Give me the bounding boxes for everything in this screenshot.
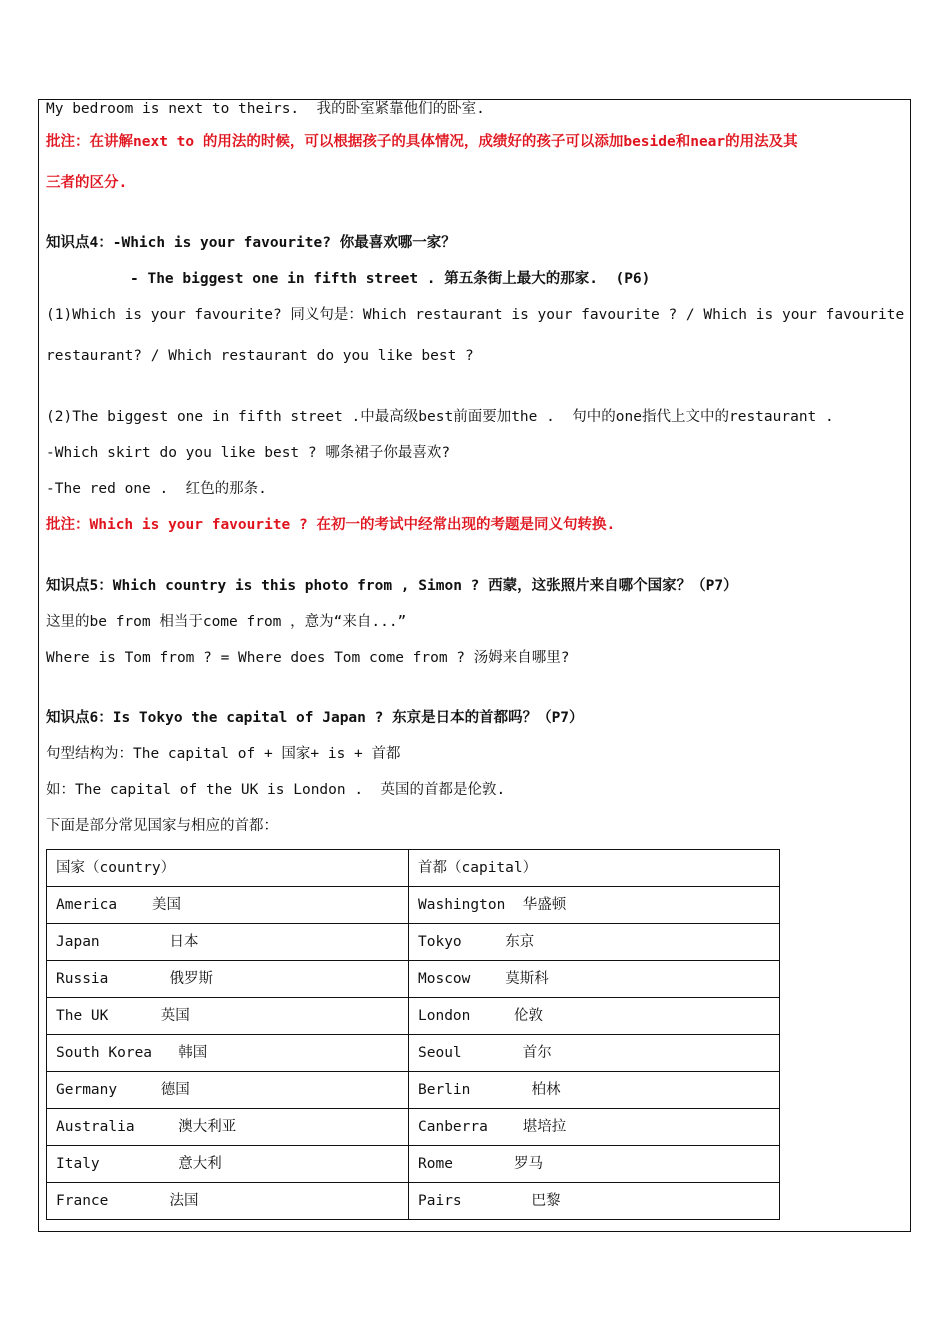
table-header-row	[47, 850, 780, 887]
table-row	[47, 924, 780, 961]
capital-cell: Moscow 莫斯科	[409, 961, 780, 998]
kp4-note-2: (2)The biggest one in fifth street .中最高级best前面要加the . 句中的one指代上文中的restaurant .	[46, 409, 834, 425]
capital-cell: Pairs 巴黎	[409, 1183, 780, 1220]
capital-cell: Washington 华盛顿	[409, 887, 780, 924]
capital-cell: Rome 罗马	[409, 1146, 780, 1183]
country-cell: Germany 德国	[47, 1072, 409, 1109]
table-row	[47, 1072, 780, 1109]
table-row	[47, 1109, 780, 1146]
kp4-example-answer: -The red one . 红色的那条.	[46, 481, 267, 497]
country-cell: Japan 日本	[47, 924, 409, 961]
example-sentence-bedroom: My bedroom is next to theirs. 我的卧室紧靠他们的卧室.	[46, 101, 485, 117]
kp4-note-1-cont: restaurant? / Which restaurant do you like best ?	[46, 348, 474, 364]
country-cell: Italy 意大利	[47, 1146, 409, 1183]
knowledge-point-5-title: 知识点5：Which country is this photo from , Simon ? 西蒙，这张照片来自哪个国家？（P7）	[46, 578, 738, 594]
capital-cell: London 伦敦	[409, 998, 780, 1035]
kp4-example-question: -Which skirt do you like best ? 哪条裙子你最喜欢?	[46, 445, 451, 461]
kp6-structure: 句型结构为：The capital of + 国家+ is + 首都	[46, 746, 401, 762]
annotation-next-to-cont: 三者的区分.	[46, 175, 128, 191]
table-row	[47, 998, 780, 1035]
capital-cell: Berlin 柏林	[409, 1072, 780, 1109]
knowledge-point-6-title: 知识点6：Is Tokyo the capital of Japan ? 东京是日本的首都吗？（P7）	[46, 710, 584, 726]
country-cell: The UK 英国	[47, 998, 409, 1035]
country-cell: America 美国	[47, 887, 409, 924]
country-capital-table	[46, 849, 780, 1220]
table-row	[47, 1146, 780, 1183]
kp4-note-1: (1)Which is your favourite? 同义句是：Which restaurant is your favourite ? / Which is your favourite	[46, 307, 905, 323]
kp6-table-intro: 下面是部分常见国家与相应的首都：	[46, 818, 278, 834]
kp5-note: 这里的be from 相当于come from ，意为“来自...”	[46, 614, 407, 630]
table-row	[47, 887, 780, 924]
capital-cell: Canberra 堪培拉	[409, 1109, 780, 1146]
country-cell: Australia 澳大利亚	[47, 1109, 409, 1146]
table-row	[47, 1035, 780, 1072]
country-cell: South Korea 韩国	[47, 1035, 409, 1072]
capital-cell: Seoul 首尔	[409, 1035, 780, 1072]
knowledge-point-4-answer: - The biggest one in fifth street . 第五条街上最大的那家. (P6)	[130, 271, 651, 287]
annotation-favourite: 批注：Which is your favourite ? 在初一的考试中经常出现的考题是同义句转换.	[46, 517, 616, 533]
country-cell: France 法国	[47, 1183, 409, 1220]
capital-cell: Tokyo 东京	[409, 924, 780, 961]
table-row	[47, 1183, 780, 1220]
header-country: 国家（country）	[47, 850, 409, 887]
kp6-example: 如：The capital of the UK is London . 英国的首都是伦敦.	[46, 782, 506, 798]
header-capital: 首都（capital）	[409, 850, 780, 887]
table-row	[47, 961, 780, 998]
country-cell: Russia 俄罗斯	[47, 961, 409, 998]
kp5-example: Where is Tom from ? = Where does Tom come from ? 汤姆来自哪里?	[46, 650, 570, 666]
knowledge-point-4-title: 知识点4：-Which is your favourite? 你最喜欢哪一家？	[46, 235, 456, 251]
annotation-next-to: 批注：在讲解next to 的用法的时候，可以根据孩子的具体情况，成绩好的孩子可以添加beside和near的用法及其	[46, 134, 798, 150]
